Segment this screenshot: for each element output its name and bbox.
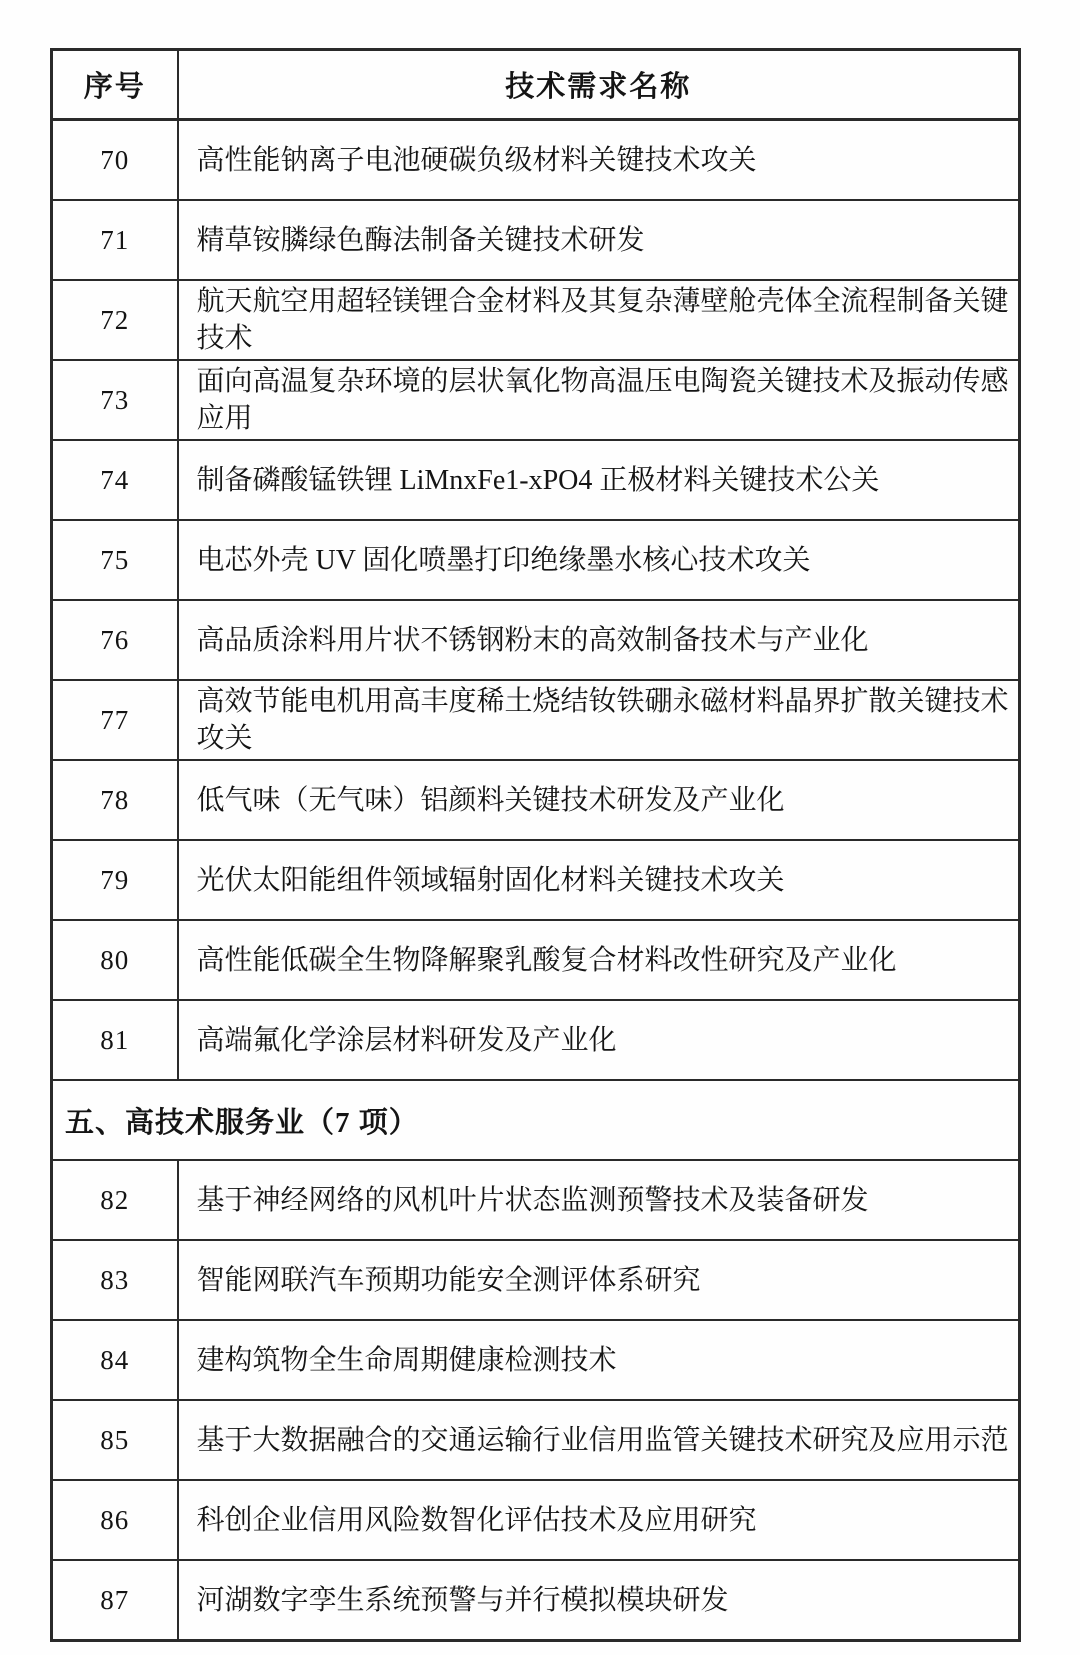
row-demand-name: 智能网联汽车预期功能安全测评体系研究 (178, 1240, 1020, 1320)
row-serial-number: 73 (52, 360, 178, 440)
table-row (52, 840, 1020, 920)
row-demand-name: 航天航空用超轻镁锂合金材料及其复杂薄壁舱壳体全流程制备关键技术 (178, 280, 1020, 360)
row-demand-name: 面向高温复杂环境的层状氧化物高温压电陶瓷关键技术及振动传感应用 (178, 360, 1020, 440)
row-demand-name: 基于大数据融合的交通运输行业信用监管关键技术研究及应用示范 (178, 1400, 1020, 1480)
row-serial-number: 75 (52, 520, 178, 600)
row-serial-number: 84 (52, 1320, 178, 1400)
row-serial-number: 85 (52, 1400, 178, 1480)
row-demand-name: 科创企业信用风险数智化评估技术及应用研究 (178, 1480, 1020, 1560)
row-demand-name: 光伏太阳能组件领域辐射固化材料关键技术攻关 (178, 840, 1020, 920)
row-demand-name: 电芯外壳 UV 固化喷墨打印绝缘墨水核心技术攻关 (178, 520, 1020, 600)
row-serial-number: 74 (52, 440, 178, 520)
tech-demand-table (50, 48, 1021, 1642)
table-row (52, 920, 1020, 1000)
row-demand-name: 高品质涂料用片状不锈钢粉末的高效制备技术与产业化 (178, 600, 1020, 680)
table-row (52, 1160, 1020, 1240)
table-row (52, 1000, 1020, 1080)
table-header-row (52, 50, 1020, 120)
section-header-row (52, 1080, 1020, 1160)
table-row (52, 200, 1020, 280)
table-row (52, 760, 1020, 840)
table-row (52, 1320, 1020, 1400)
row-demand-name: 高性能低碳全生物降解聚乳酸复合材料改性研究及产业化 (178, 920, 1020, 1000)
row-demand-name: 高性能钠离子电池硬碳负级材料关键技术攻关 (178, 120, 1020, 201)
table-row (52, 440, 1020, 520)
row-serial-number: 82 (52, 1160, 178, 1240)
row-demand-name: 高端氟化学涂层材料研发及产业化 (178, 1000, 1020, 1080)
table-row (52, 1560, 1020, 1641)
row-serial-number: 72 (52, 280, 178, 360)
row-demand-name: 制备磷酸锰铁锂 LiMnxFe1-xPO4 正极材料关键技术公关 (178, 440, 1020, 520)
row-demand-name: 低气味（无气味）铝颜料关键技术研发及产业化 (178, 760, 1020, 840)
row-serial-number: 87 (52, 1560, 178, 1641)
table-row (52, 600, 1020, 680)
table-body (52, 120, 1020, 1641)
row-demand-name: 基于神经网络的风机叶片状态监测预警技术及装备研发 (178, 1160, 1020, 1240)
row-serial-number: 76 (52, 600, 178, 680)
row-demand-name: 高效节能电机用高丰度稀土烧结钕铁硼永磁材料晶界扩散关键技术攻关 (178, 680, 1020, 760)
table-row (52, 360, 1020, 440)
row-serial-number: 71 (52, 200, 178, 280)
table-row (52, 1240, 1020, 1320)
row-serial-number: 78 (52, 760, 178, 840)
row-serial-number: 83 (52, 1240, 178, 1320)
table-row (52, 680, 1020, 760)
row-serial-number: 86 (52, 1480, 178, 1560)
row-serial-number: 77 (52, 680, 178, 760)
row-serial-number: 79 (52, 840, 178, 920)
row-demand-name: 河湖数字孪生系统预警与并行模拟模块研发 (178, 1560, 1020, 1641)
row-demand-name: 精草铵膦绿色酶法制备关键技术研发 (178, 200, 1020, 280)
header-col-serial: 序号 (52, 50, 178, 120)
row-demand-name: 建构筑物全生命周期健康检测技术 (178, 1320, 1020, 1400)
row-serial-number: 80 (52, 920, 178, 1000)
row-serial-number: 81 (52, 1000, 178, 1080)
table-row (52, 1400, 1020, 1480)
table-row (52, 1480, 1020, 1560)
table-row (52, 520, 1020, 600)
table-row (52, 280, 1020, 360)
header-col-demand-name: 技术需求名称 (178, 50, 1020, 120)
row-serial-number: 70 (52, 120, 178, 201)
table-row (52, 120, 1020, 201)
section-title: 五、高技术服务业（7 项） (52, 1080, 1020, 1160)
